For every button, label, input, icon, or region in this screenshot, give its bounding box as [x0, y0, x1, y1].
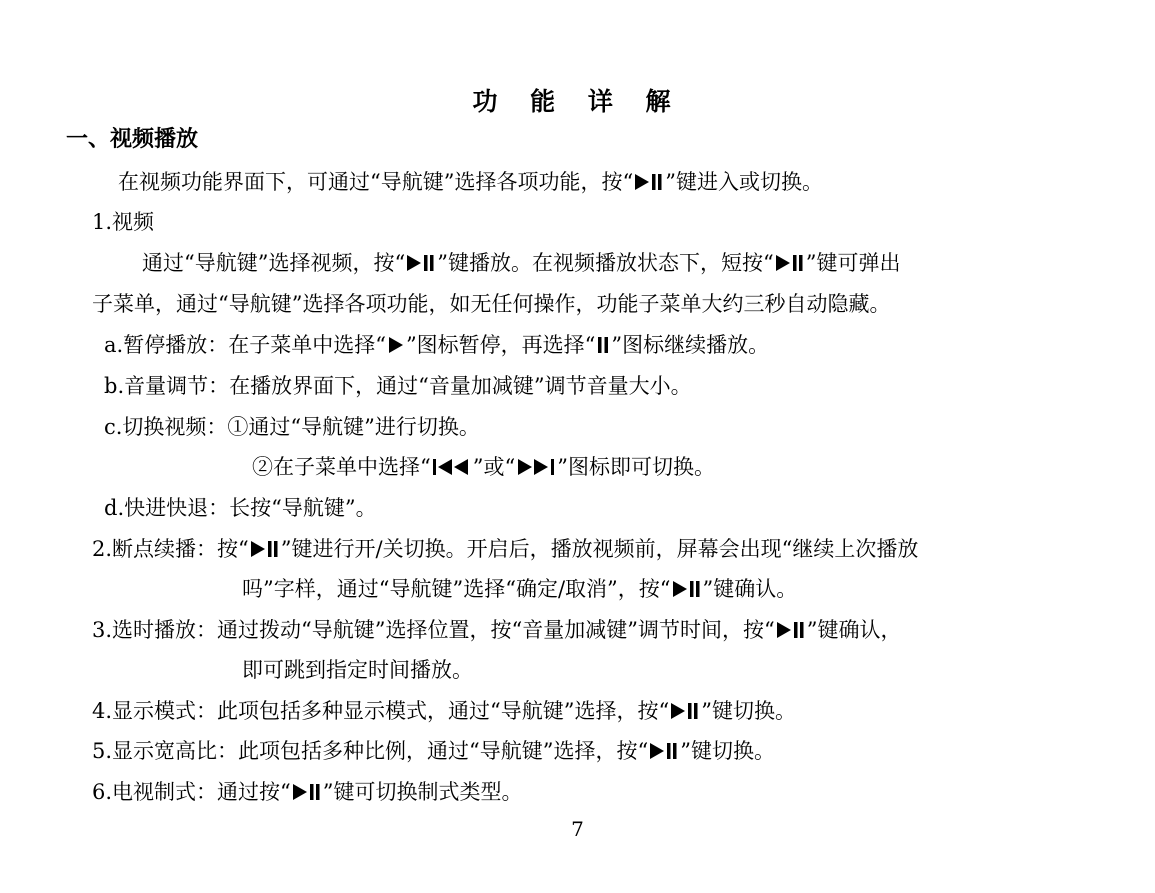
play-pause-icon — [670, 701, 700, 721]
play-pause-icon — [775, 253, 805, 273]
play-pause-icon — [672, 579, 702, 599]
play-pause-icon — [406, 253, 436, 273]
previous-track-icon — [432, 457, 472, 477]
item-1b-volume: b.音量调节：在播放界面下，通过“音量加减键”调节音量大小。 — [104, 374, 692, 398]
intro-line: 在视频功能界面下，可通过“导航键”选择各项功能，按“ ”键进入或切换。 — [118, 170, 823, 194]
section-heading: 一、视频播放 — [66, 127, 199, 152]
item-3-line-2: 即可跳到指定时间播放。 — [242, 658, 473, 682]
item-1c-switch-line-2: ②在子菜单中选择“ ”或“ ”图标即可切换。 — [252, 455, 715, 479]
item-1-heading: 1.视频 — [92, 210, 155, 234]
item-1-paragraph-line-2: 子菜单，通过“导航键”选择各项功能，如无任何操作，功能子菜单大约三秒自动隐藏。 — [92, 292, 891, 316]
page-title: 功 能 详 解 — [472, 87, 683, 116]
item-4: 4.显示模式：此项包括多种显示模式，通过“导航键”选择，按“ ”键切换。 — [92, 699, 796, 723]
item-3-line-1: 3.选时播放：通过拨动“导航键”选择位置，按“音量加减键”调节时间，按“ ”键确认， — [92, 618, 902, 642]
play-pause-icon — [250, 539, 280, 559]
item-5: 5.显示宽高比：此项包括多种比例，通过“导航键”选择，按“ ”键切换。 — [92, 739, 775, 763]
item-2-line-1: 2.断点续播：按“ ”键进行开/关切换。开启后，播放视频前，屏幕会出现“继续上次播放 — [92, 537, 919, 561]
next-track-icon — [516, 457, 556, 477]
item-1-paragraph-line-1: 通过“导航键”选择视频，按“ ”键播放。在视频播放状态下，短按“ ”键可弹出 — [142, 251, 901, 275]
page-number: 7 — [571, 817, 584, 841]
play-pause-icon — [649, 741, 679, 761]
play-icon — [387, 335, 405, 355]
play-pause-icon — [776, 620, 806, 640]
item-6: 6.电视制式：通过按“ ”键可切换制式类型。 — [92, 780, 523, 804]
play-pause-icon — [634, 172, 664, 192]
item-1a-pause: a.暂停播放：在子菜单中选择“ ”图标暂停，再选择“ ”图标继续播放。 — [104, 333, 770, 357]
item-1c-switch-line-1: c.切换视频：①通过“导航键”进行切换。 — [104, 415, 480, 439]
play-pause-icon — [292, 782, 322, 802]
item-2-line-2: 吗”字样，通过“导航键”选择“确定/取消”，按“ ”键确认。 — [242, 577, 798, 601]
pause-icon — [596, 335, 610, 355]
item-1d-seek: d.快进快退：长按“导航键”。 — [104, 496, 377, 520]
